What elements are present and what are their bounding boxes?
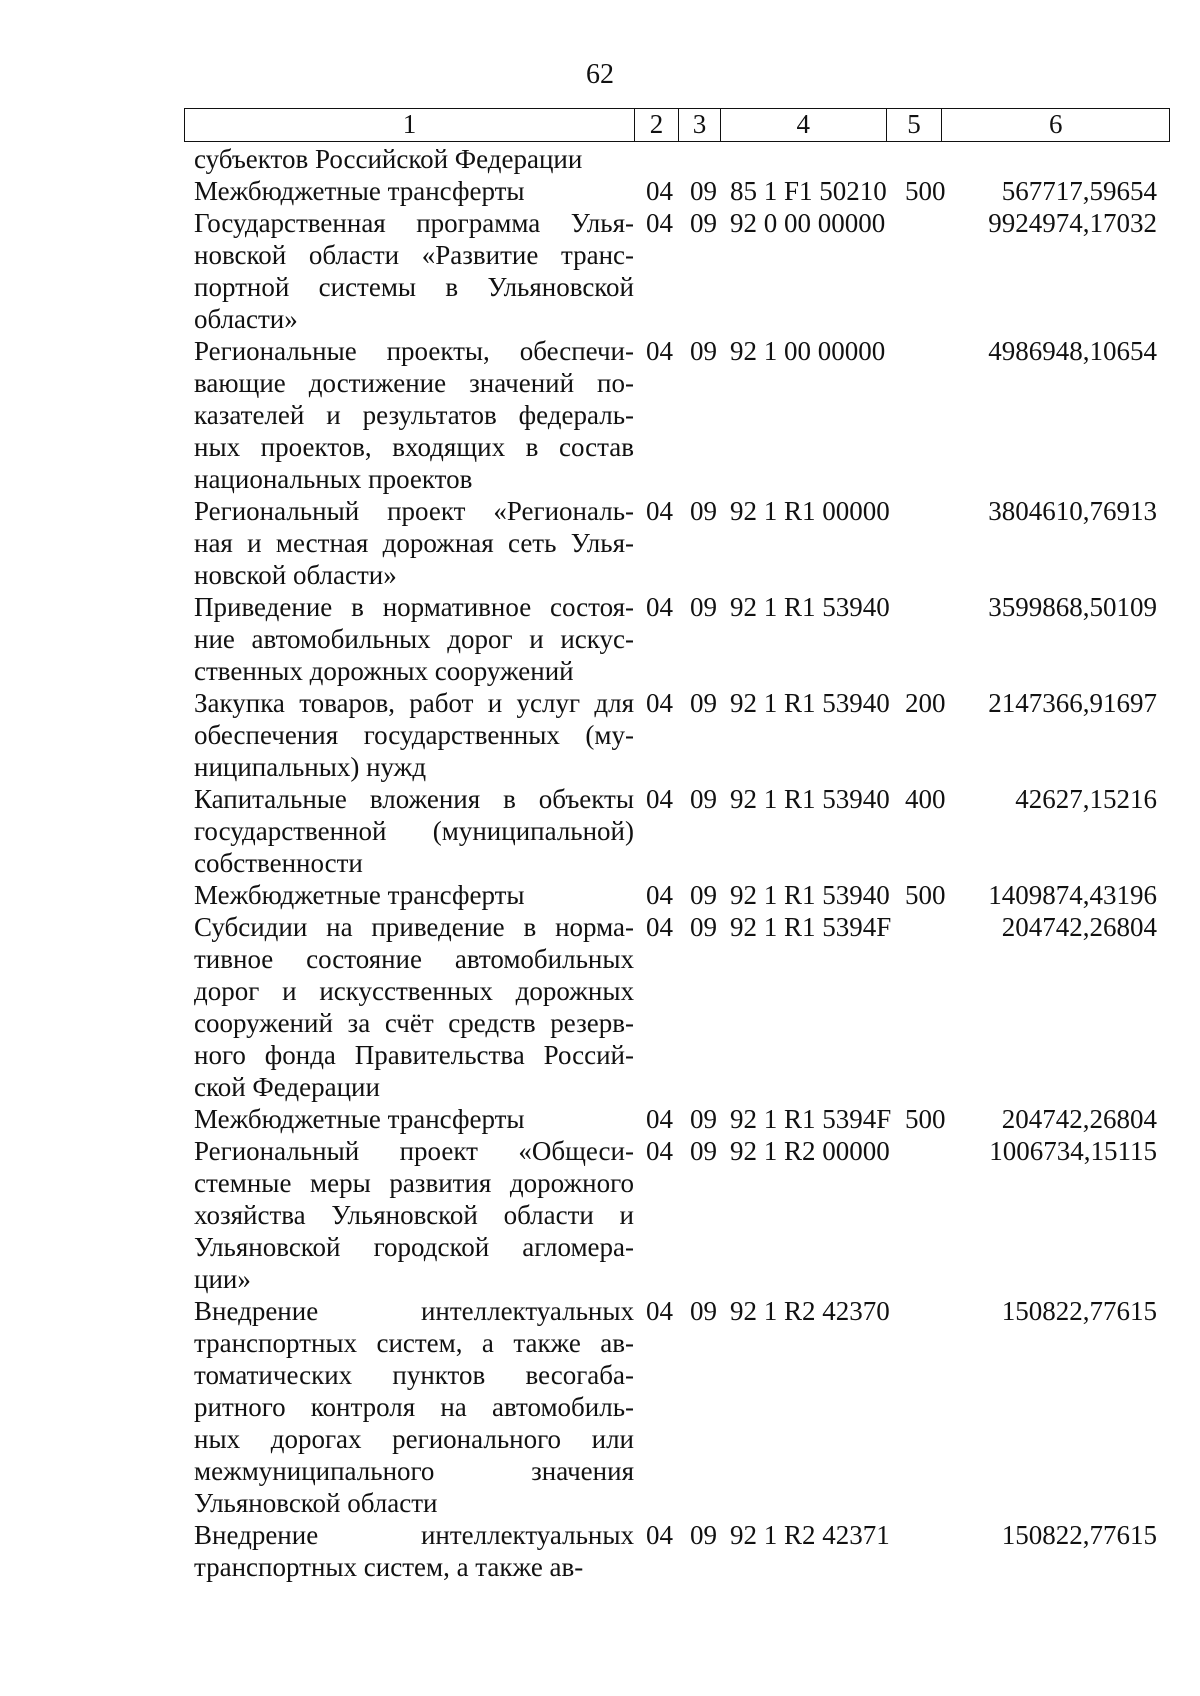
description-line: томатических пунктов весогаба- — [194, 1360, 634, 1390]
section-code: 04 — [646, 1296, 673, 1326]
amount-value: 1409874,43196 — [988, 880, 1157, 910]
header-cell-5: 5 — [886, 109, 942, 141]
description-line: государственной (муниципальной) — [194, 816, 634, 846]
section-code: 04 — [646, 784, 673, 814]
description-line: Закупка товаров, работ и услуг для — [194, 688, 634, 718]
description-line: новской области» — [194, 560, 397, 590]
description-line: стемные меры развития дорожного — [194, 1168, 634, 1198]
subsection-code: 09 — [690, 1104, 717, 1134]
row-description — [194, 335, 634, 495]
description-line: ции» — [194, 1264, 251, 1294]
subsection-code: 09 — [690, 496, 717, 526]
expense-type-code: 200 — [905, 688, 946, 718]
header-cell-6: 6 — [941, 109, 1169, 141]
description-line: ственных дорожных сооружений — [194, 656, 574, 686]
subsection-code: 09 — [690, 912, 717, 942]
header-cell-2: 2 — [634, 109, 678, 141]
description-line: Капитальные вложения в объекты — [194, 784, 634, 814]
table-row — [0, 335, 1200, 495]
section-code: 04 — [646, 336, 673, 366]
amount-value: 42627,15216 — [1015, 784, 1157, 814]
description-line: ние автомобильных дорог и искус- — [194, 624, 634, 654]
subsection-code: 09 — [690, 1296, 717, 1326]
description-line: ской Федерации — [194, 1072, 380, 1102]
description-line: Межбюджетные трансферты — [194, 1104, 525, 1134]
description-line: Ульяновской городской агломера- — [194, 1232, 634, 1262]
subsection-code: 09 — [690, 1520, 717, 1550]
description-line: тивное состояние автомобильных — [194, 944, 634, 974]
description-line: межмуниципального значения — [194, 1456, 634, 1486]
header-cell-4: 4 — [720, 109, 886, 141]
subsection-code: 09 — [690, 176, 717, 206]
row-description — [194, 879, 634, 911]
table-row — [0, 879, 1200, 911]
table-row — [0, 143, 1200, 175]
amount-value: 3599868,50109 — [988, 592, 1157, 622]
target-item-code: 92 1 R1 53940 — [730, 880, 890, 910]
table-row — [0, 207, 1200, 335]
target-item-code: 92 1 R2 42371 — [730, 1520, 890, 1550]
amount-value: 204742,26804 — [1001, 912, 1157, 942]
subsection-code: 09 — [690, 592, 717, 622]
subsection-code: 09 — [690, 784, 717, 814]
target-item-code: 92 1 R1 53940 — [730, 592, 890, 622]
amount-value: 150822,77615 — [1001, 1520, 1157, 1550]
expense-type-code: 400 — [905, 784, 946, 814]
description-line: сооружений за счёт средств резерв- — [194, 1008, 634, 1038]
row-description — [194, 143, 634, 175]
header-cell-1: 1 — [402, 109, 417, 139]
row-description — [194, 175, 634, 207]
row-description — [194, 207, 634, 335]
description-line: ных проектов, входящих в состав — [194, 432, 634, 462]
amount-value: 150822,77615 — [1001, 1296, 1157, 1326]
table-row — [0, 783, 1200, 879]
description-line: национальных проектов — [194, 464, 473, 494]
amount-value: 1006734,15115 — [989, 1136, 1157, 1166]
expense-type-code: 500 — [905, 1104, 946, 1134]
target-item-code: 92 1 00 00000 — [730, 336, 886, 366]
section-code: 04 — [646, 208, 673, 238]
target-item-code: 92 1 R1 5394F — [730, 1104, 892, 1134]
description-line: Межбюджетные трансферты — [194, 880, 525, 910]
target-item-code: 92 1 R1 5394F — [730, 912, 892, 942]
section-code: 04 — [646, 912, 673, 942]
description-line: вающие достижение значений по- — [194, 368, 634, 398]
table-row — [0, 495, 1200, 591]
section-code: 04 — [646, 880, 673, 910]
description-line: транспортных систем, а также ав- — [194, 1552, 584, 1582]
row-description — [194, 1295, 634, 1519]
amount-value: 567717,59654 — [1001, 176, 1157, 206]
section-code: 04 — [646, 1520, 673, 1550]
row-description — [194, 1135, 634, 1295]
description-line: Внедрение интеллектуальных — [194, 1520, 634, 1550]
description-line: Внедрение интеллектуальных — [194, 1296, 634, 1326]
description-line: транспортных систем, а также ав- — [194, 1328, 634, 1358]
description-line: ниципальных) нужд — [194, 752, 427, 782]
row-description — [194, 911, 634, 1103]
subsection-code: 09 — [690, 1136, 717, 1166]
description-line: Региональный проект «Региональ- — [194, 496, 634, 526]
target-item-code: 92 1 R2 00000 — [730, 1136, 890, 1166]
description-line: хозяйства Ульяновской области и — [194, 1200, 634, 1230]
section-code: 04 — [646, 1136, 673, 1166]
row-description — [194, 495, 634, 591]
table-row — [0, 687, 1200, 783]
description-line: ритного контроля на автомобиль- — [194, 1392, 634, 1422]
description-line: Региональный проект «Общеси- — [194, 1136, 634, 1166]
description-line: дорог и искусственных дорожных — [194, 976, 634, 1006]
description-line: Межбюджетные трансферты — [194, 176, 525, 206]
section-code: 04 — [646, 176, 673, 206]
header-cell-3: 3 — [678, 109, 720, 141]
expense-type-code: 500 — [905, 176, 946, 206]
section-code: 04 — [646, 688, 673, 718]
page-number: 62 — [586, 59, 614, 90]
table-row — [0, 1103, 1200, 1135]
target-item-code: 92 1 R1 53940 — [730, 688, 890, 718]
description-line: обеспечения государственных (му- — [194, 720, 634, 750]
row-description — [194, 1103, 634, 1135]
expense-type-code: 500 — [905, 880, 946, 910]
row-description — [194, 1519, 634, 1583]
table-row — [0, 1135, 1200, 1295]
description-line: области» — [194, 304, 298, 334]
description-line: собственности — [194, 848, 363, 878]
target-item-code: 92 0 00 00000 — [730, 208, 886, 238]
subsection-code: 09 — [690, 336, 717, 366]
target-item-code: 85 1 F1 50210 — [730, 176, 887, 206]
amount-value: 3804610,76913 — [988, 496, 1157, 526]
amount-value: 4986948,10654 — [988, 336, 1157, 366]
description-line: Региональные проекты, обеспечи- — [194, 336, 634, 366]
amount-value: 9924974,17032 — [988, 208, 1157, 238]
row-description — [194, 591, 634, 687]
subsection-code: 09 — [690, 880, 717, 910]
table-header-row — [184, 108, 1170, 142]
table-row — [0, 1295, 1200, 1519]
amount-value: 204742,26804 — [1001, 1104, 1157, 1134]
table-row — [0, 1519, 1200, 1583]
table-row — [0, 175, 1200, 207]
description-line: Приведение в нормативное состоя- — [194, 592, 634, 622]
target-item-code: 92 1 R1 00000 — [730, 496, 890, 526]
description-line: Государственная программа Улья- — [194, 208, 634, 238]
description-line: Ульяновской области — [194, 1488, 438, 1518]
description-line: портной системы в Ульяновской — [194, 272, 634, 302]
description-line: ного фонда Правительства Россий- — [194, 1040, 634, 1070]
description-line: ных дорогах регионального или — [194, 1424, 634, 1454]
section-code: 04 — [646, 592, 673, 622]
table-row — [0, 911, 1200, 1103]
description-line: ная и местная дорожная сеть Улья- — [194, 528, 634, 558]
section-code: 04 — [646, 1104, 673, 1134]
description-line: субъектов Российской Федерации — [194, 144, 583, 174]
subsection-code: 09 — [690, 208, 717, 238]
description-line: новской области «Развитие транс- — [194, 240, 634, 270]
row-description — [194, 783, 634, 879]
row-description — [194, 687, 634, 783]
target-item-code: 92 1 R2 42370 — [730, 1296, 890, 1326]
amount-value: 2147366,91697 — [988, 688, 1157, 718]
section-code: 04 — [646, 496, 673, 526]
subsection-code: 09 — [690, 688, 717, 718]
description-line: Субсидии на приведение в норма- — [194, 912, 634, 942]
table-row — [0, 591, 1200, 687]
description-line: казателей и результатов федераль- — [194, 400, 634, 430]
target-item-code: 92 1 R1 53940 — [730, 784, 890, 814]
